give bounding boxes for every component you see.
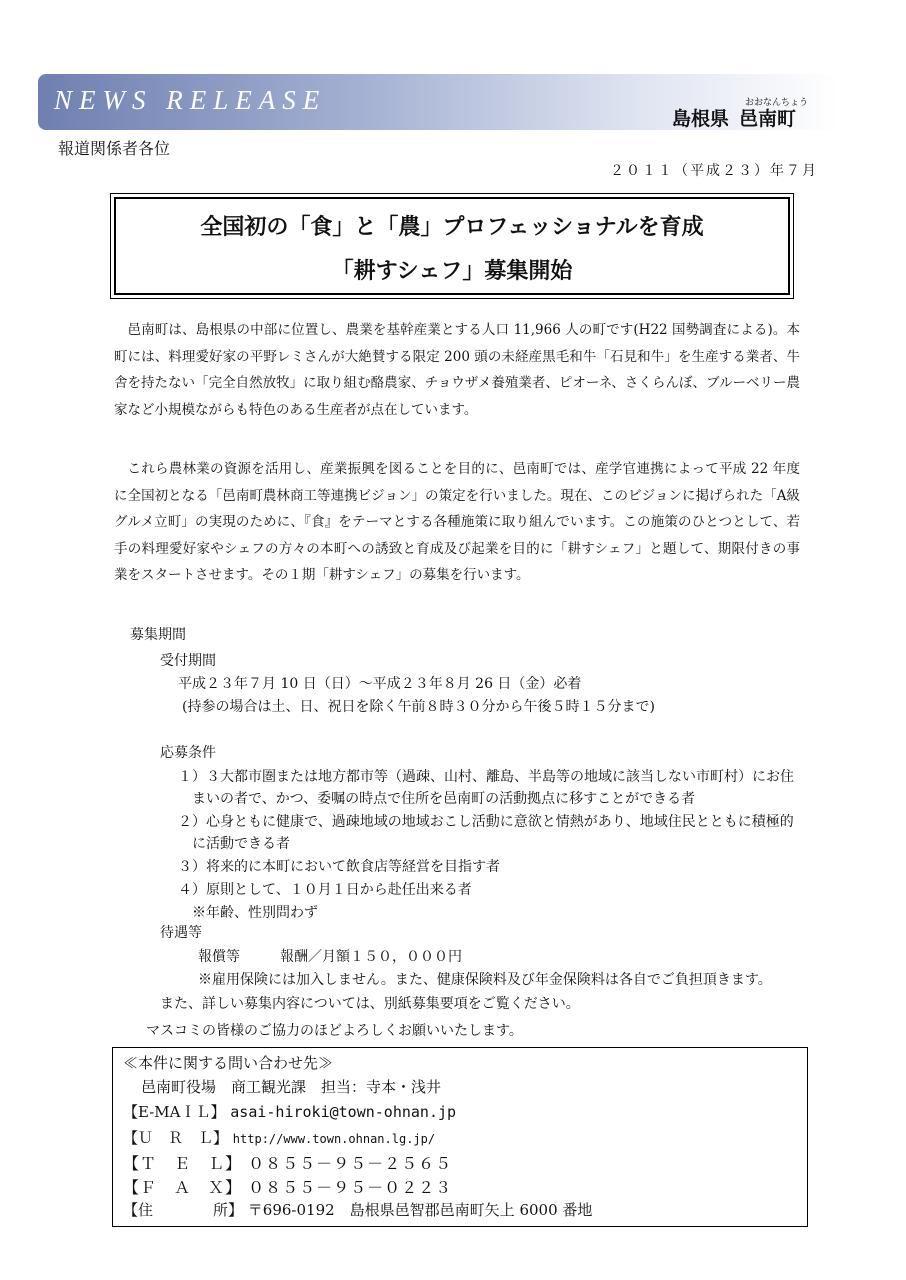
recruitment-heading: 募集期間 xyxy=(130,627,186,643)
tel-number: ０８５５－９５－２５６５ xyxy=(248,1154,453,1173)
body-paragraph-2: これら農林業の資源を活用し、産業振興を図ることを目的に、邑南町では、産学官連携によって平成 22 年度に全国初となる「邑南町農林商工等連携ビジョン」の策定を行いました。現在、このビジョンに掲げられた「A級グルメ立町」の実現のために、『食』をテーマとする各種施策に取り組んでいます。この施策のひとつとして、若手の料理愛好家やシェフの方々の本町への誘致と育成及び起業を目的に「耕すシェフ」と題して、期限付きの事業をスタートさせます。その１期「耕すシェフ」の募集を行います。 xyxy=(114,461,800,583)
reception-heading: 受付期間 xyxy=(160,653,216,669)
addressee: 報道関係者各位 xyxy=(58,139,171,158)
url-label: 【Ｕ Ｒ Ｌ】 xyxy=(123,1129,229,1147)
fax-row xyxy=(123,1175,452,1198)
fax-label: 【Ｆ Ａ Ｘ】 xyxy=(123,1178,243,1197)
pay-label: 報償等 xyxy=(198,949,240,965)
url-row xyxy=(123,1127,435,1148)
org-town: 邑南町 xyxy=(739,108,797,130)
headline-line-2: 「耕すシェフ」募集開始 xyxy=(331,259,573,284)
condition-1-line-1: １）３大都市圏または地方都市等（過疎、山村、離島、半島等の地域に該当しない市町村）にお住 xyxy=(178,769,794,785)
insurance-note: ※雇用保険には加入しません。また、健康保険料及び年金保険料は各自でご負担頂きます。 xyxy=(198,972,772,988)
contact-box xyxy=(112,1047,808,1227)
title-box xyxy=(110,193,794,299)
headline-line-1: 全国初の「食」と「農」プロフェッショナルを育成 xyxy=(200,215,704,240)
address-value: 〒696‐0192 島根県邑智郡邑南町矢上 6000 番地 xyxy=(247,1201,593,1219)
contact-heading: ≪本件に関する問い合わせ先≫ xyxy=(123,1054,334,1072)
condition-4: ４）原則として、１０月１日から赴任出来る者 xyxy=(178,882,472,898)
contact-office: 邑南町役場 商工観光課 担当：寺本・浅井 xyxy=(141,1078,442,1096)
condition-2-line-1: ２）心身ともに健康で、過疎地域の地域おこし活動に意欲と情熱があり、地域住民とともに積極的 xyxy=(178,814,794,830)
banner-title: NEWS RELEASE xyxy=(54,85,327,115)
conditions-heading: 応募条件 xyxy=(160,745,216,761)
tel-row xyxy=(123,1151,452,1174)
condition-2-line-2: に活動できる者 xyxy=(192,836,290,852)
pay-value: 報酬／月額１５０，０００円 xyxy=(280,949,462,965)
release-date: ２０１１（平成２３）年７月 xyxy=(610,163,818,179)
organization-name xyxy=(672,104,806,131)
treatment-heading: 待遇等 xyxy=(160,925,202,941)
email-link[interactable]: asai-hiroki@town-ohnan.jp xyxy=(230,1103,457,1121)
email-label: 【E-MAＩＬ】 xyxy=(123,1103,226,1121)
details-note: また、詳しい募集内容については、別紙募集要項をご覧ください。 xyxy=(160,996,580,1012)
body-paragraph-1: 邑南町は、島根県の中部に位置し、農業を基幹産業とする人口 11,966 人の町です(H22 国勢調査による)。本町には、料理愛好家の平野レミさんが大絶賛する限定 200 頭の未経産黒毛和牛「石見和牛」を生産する業者、牛舎を持たない「完全自然放牧」に取り組む酪農家、チョウザメ養殖業者、ピオーネ、さくらんぼ、ブルーベリー農家など小規模ながらも特色のある生産者が点在しています。 xyxy=(114,322,800,418)
email-row xyxy=(123,1101,456,1122)
fax-number: ０８５５－９５－０２２３ xyxy=(248,1178,453,1197)
reception-note: (持参の場合は土、日、祝日を除く午前８時３０分から午後５時１５分まで) xyxy=(182,699,655,715)
closing-message: マスコミの皆様のご協力のほどよろしくお願いいたします。 xyxy=(146,1023,523,1039)
condition-1-line-2: まいの者で、かつ、委嘱の時点で住所を邑南町の活動拠点に移すことができる者 xyxy=(192,791,696,807)
url-link[interactable]: http://www.town.ohnan.lg.jp/ xyxy=(232,1132,436,1146)
address-label: 【住 所】 xyxy=(123,1201,244,1219)
org-prefecture: 島根県 xyxy=(672,108,730,130)
tel-label: 【Ｔ Ｅ Ｌ】 xyxy=(123,1154,243,1173)
org-reading: おおなんちょう xyxy=(745,98,809,108)
reception-period: 平成２３年７月 10 日（日）～平成２３年８月 26 日（金）必着 xyxy=(178,676,582,692)
condition-3: ３）将来的に本町において飲食店等経営を目指す者 xyxy=(178,859,500,875)
condition-note: ※年齢、性別問わず xyxy=(192,905,318,921)
address-row xyxy=(123,1199,592,1220)
